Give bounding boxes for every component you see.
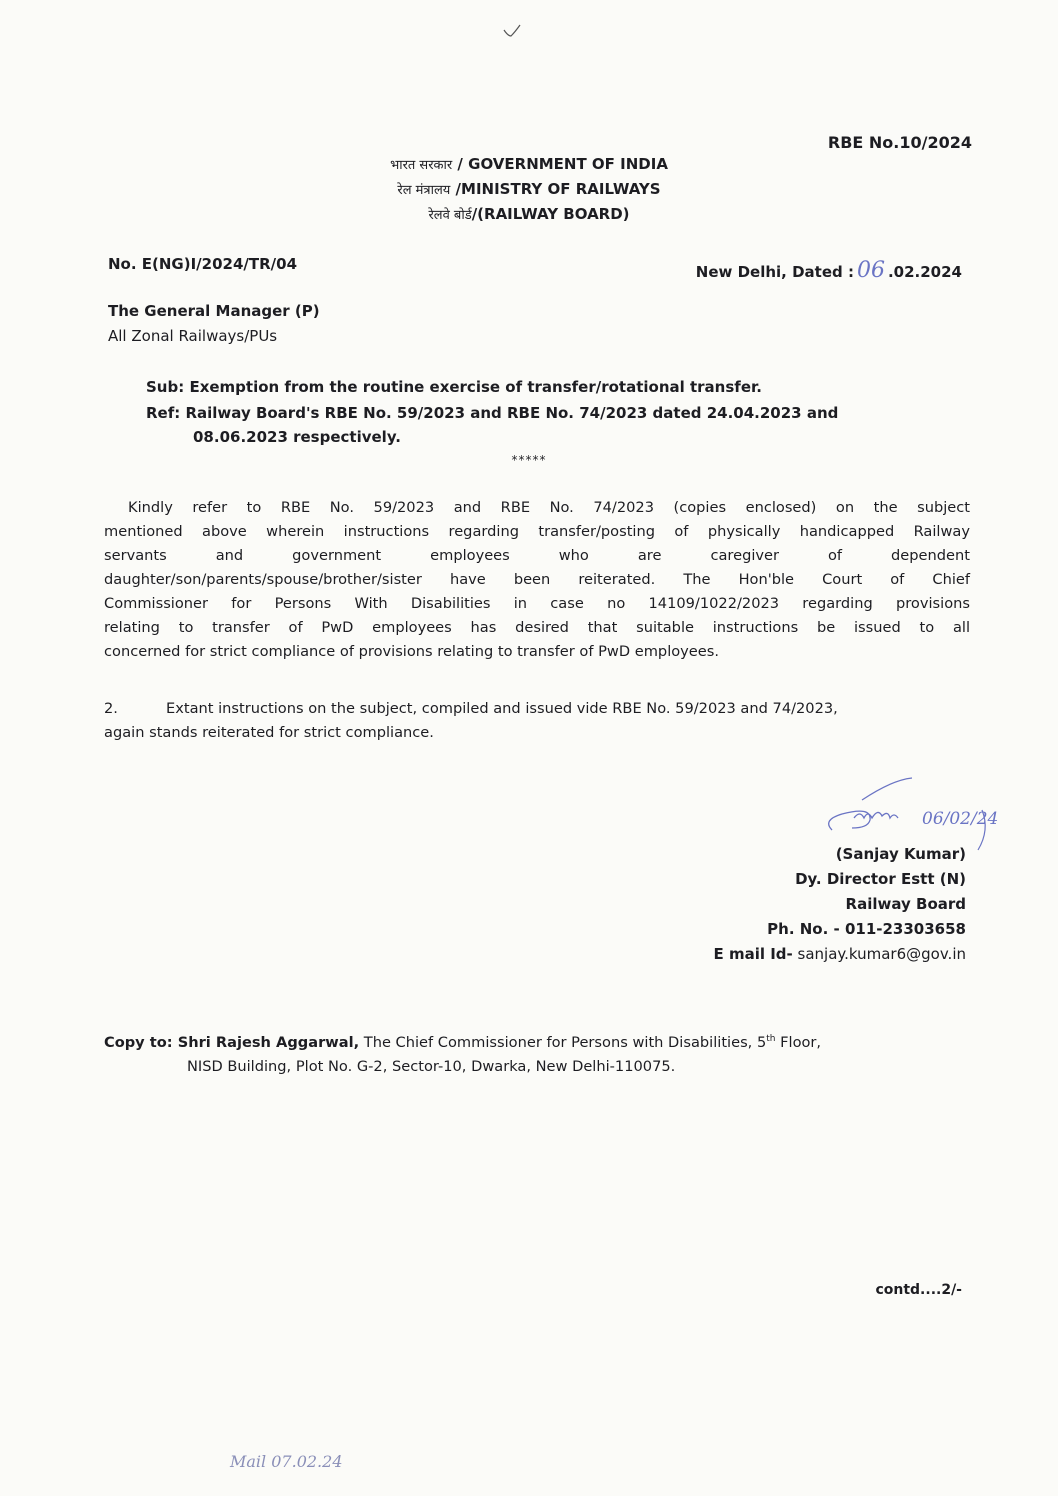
issue-date xyxy=(696,258,962,283)
paragraph-line: Commissioner for Persons With Disabilities in case no 14109/1022/2023 regarding provisions xyxy=(104,595,970,612)
signatory-email-line xyxy=(713,942,966,967)
continued-marker: contd....2/- xyxy=(875,1282,962,1298)
copy-to-address: NISD Building, Plot No. G-2, Sector-10, Dwarka, New Delhi-110075. xyxy=(187,1058,676,1075)
reference-line-2: 08.06.2023 respectively. xyxy=(193,428,401,446)
paragraph-line: mentioned above wherein instructions regarding transfer/posting of physically handicapped Railway xyxy=(104,523,970,540)
check-mark-icon xyxy=(502,22,522,40)
paragraph-line xyxy=(104,697,970,721)
subject-label: Sub: xyxy=(146,378,185,396)
copy-to-office: The Chief Commissioner for Persons with Disabilities, 5 xyxy=(359,1034,767,1051)
floor-superscript: th xyxy=(766,1034,776,1045)
paragraph-line: daughter/son/parents/spouse/brother/sister have been reiterated. The Hon'ble Court of Chief xyxy=(104,571,970,588)
header-government xyxy=(0,155,1058,173)
reference-text: Railway Board's RBE No. 59/2023 and RBE No. 74/2023 dated 24.04.2023 and xyxy=(180,404,839,422)
copy-to-line xyxy=(104,1034,821,1051)
email-address[interactable]: sanjay.kumar6@gov.in xyxy=(792,945,966,963)
paragraph-line: servants and government employees who are caregiver of dependent xyxy=(104,547,970,564)
paragraph-line: Kindly refer to RBE No. 59/2023 and RBE No. 74/2023 (copies enclosed) on the subject xyxy=(128,499,970,516)
subject-line xyxy=(146,378,762,396)
addressee-office: All Zonal Railways/PUs xyxy=(108,327,278,345)
svg-text:06/02/24: 06/02/24 xyxy=(922,809,999,829)
paragraph-text: Extant instructions on the subject, compiled and issued vide RBE No. 59/2023 and 74/2023, xyxy=(166,700,838,717)
paragraph-1 xyxy=(104,496,970,664)
header-board xyxy=(0,205,1058,223)
date-prefix: New Delhi, Dated : xyxy=(695,263,854,281)
copy-to-name: Shri Rajesh Aggarwal, xyxy=(172,1034,360,1051)
signatory-phone: Ph. No. - 011-23303658 xyxy=(767,920,966,938)
date-suffix: .02.2024 xyxy=(887,263,962,281)
reference-label: Ref: xyxy=(146,404,181,422)
signature-block xyxy=(713,842,966,967)
signatory-name: (Sanjay Kumar) xyxy=(835,845,966,863)
signatory-designation: Dy. Director Estt (N) xyxy=(795,870,966,888)
addressee-title: The General Manager (P) xyxy=(108,302,320,320)
paragraph-number: 2. xyxy=(104,700,118,717)
date-handwritten-day: 06 xyxy=(856,258,885,283)
handwritten-mail-note: Mail 07.02.24 xyxy=(230,1452,343,1471)
gov-english: / GOVERNMENT OF INDIA xyxy=(452,155,668,173)
rbe-number: RBE No.10/2024 xyxy=(827,133,972,152)
subject-text: Exemption from the routine exercise of transfer/rotational transfer. xyxy=(184,378,762,396)
reference-line xyxy=(146,404,838,422)
copy-to-label: Copy to: xyxy=(104,1034,173,1051)
paragraph-2 xyxy=(104,697,970,745)
copy-to-floor: Floor, xyxy=(775,1034,822,1051)
ministry-english: /MINISTRY OF RAILWAYS xyxy=(450,180,661,198)
board-hindi: रेलवे बोर्ड xyxy=(428,208,472,223)
paragraph-line: concerned for strict compliance of provisions relating to transfer of PwD employees. xyxy=(104,643,720,660)
separator-stars: ***** xyxy=(511,453,547,467)
header-ministry xyxy=(0,180,1058,198)
paragraph-line: again stands reiterated for strict compliance. xyxy=(104,724,434,741)
ministry-hindi: रेल मंत्रालय xyxy=(397,183,451,198)
signatory-office: Railway Board xyxy=(845,895,966,913)
file-number: No. E(NG)I/2024/TR/04 xyxy=(108,255,298,273)
board-english: /(RAILWAY BOARD) xyxy=(471,205,630,223)
email-label: E mail Id- xyxy=(713,945,793,963)
gov-hindi: भारत सरकार xyxy=(390,158,453,173)
paragraph-line: relating to transfer of PwD employees has desired that suitable instructions be issued to all xyxy=(104,619,970,636)
